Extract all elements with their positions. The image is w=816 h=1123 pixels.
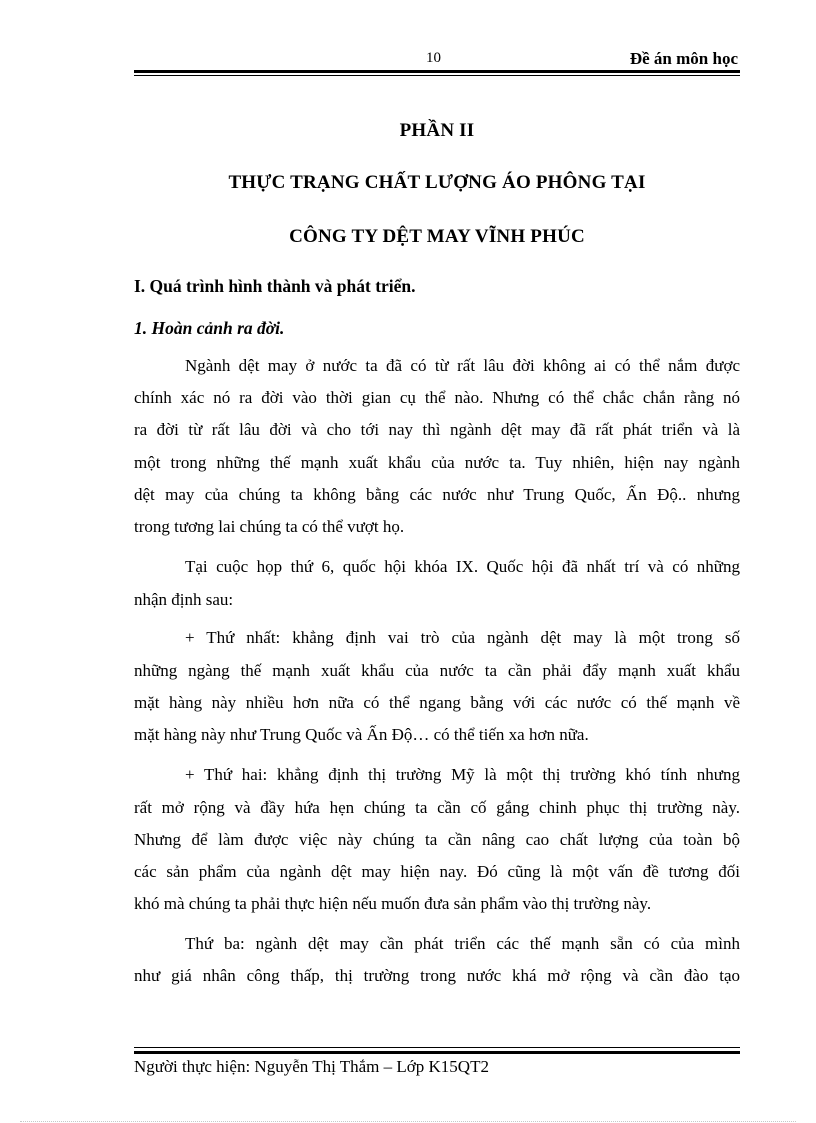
subsection-heading: 1. Hoàn cảnh ra đời. <box>134 318 285 338</box>
paragraph-1-line-3: ra đời từ rất lâu đời và cho tới nay thì ngành dệt may đã rất phát triển và là <box>134 420 740 439</box>
paragraph-1-line-5: dệt may của chúng ta không bằng các nước như Trung Quốc, Ấn Độ.. nhưng <box>134 485 740 504</box>
footer-rule-thin <box>134 1047 740 1048</box>
paragraph-4-line-2: rất mở rộng và đầy hứa hẹn chúng ta cần cố gắng chinh phục thị trường này. <box>134 798 740 817</box>
paragraph-3-line-2: những ngàng thế mạnh xuất khẩu của nước ta cần phải đẩy mạnh xuất khẩu <box>134 661 740 680</box>
paragraph-4-line-1: + Thứ hai: khẳng định thị trường Mỹ là một thị trường khó tính nhưng <box>185 765 740 784</box>
paragraph-1-line-1: Ngành dệt may ở nước ta đã có từ rất lâu đời không ai có thể nắm được <box>185 356 740 375</box>
paragraph-3-line-3: mặt hàng này nhiều hơn nữa có thể ngang bằng với các nước có thế mạnh về <box>134 693 740 712</box>
header-course-title: Đề án môn học <box>629 49 738 68</box>
section-heading: I. Quá trình hình thành và phát triển. <box>134 276 416 296</box>
paragraph-1-line-4: một trong những thế mạnh xuất khẩu của nước ta. Tuy nhiên, hiện nay ngành <box>134 453 740 472</box>
footer-author-line: Người thực hiện: Nguyễn Thị Thắm – Lớp K15QT2 <box>134 1057 489 1076</box>
header-page-number: 10 <box>426 50 441 66</box>
part-title: PHẦN II <box>399 120 475 141</box>
paragraph-4-line-4: các sản phẩm của ngành dệt may hiện nay. Đó cũng là một vấn đề tương đối <box>134 862 740 881</box>
paragraph-5-line-2: như giá nhân công thấp, thị trường trong nước khá mở rộng và cần đào tạo <box>134 966 740 985</box>
header-rule-thin <box>134 75 740 76</box>
paragraph-1-line-2: chính xác nó ra đời vào thời gian cụ thể nào. Nhưng có thể chắc chắn rằng nó <box>134 388 740 407</box>
paragraph-5-line-1: Thứ ba: ngành dệt may cần phát triển các thế mạnh sẵn có của mình <box>185 934 740 953</box>
header-rule-thick <box>134 70 740 73</box>
paragraph-3-line-4: mặt hàng này như Trung Quốc và Ấn Độ… có thể tiến xa hơn nữa. <box>134 725 589 744</box>
paragraph-1-line-6: trong tương lai chúng ta có thể vượt họ. <box>134 517 405 536</box>
paragraph-4-line-3: Nhưng để làm được việc này chúng ta cần nâng cao chất lượng của toàn bộ <box>134 830 740 849</box>
paragraph-2-line-1: Tại cuộc họp thứ 6, quốc hội khóa IX. Quốc hội đã nhất trí và có những <box>185 557 740 576</box>
paragraph-3-line-1: + Thứ nhất: khẳng định vai trò của ngành dệt may là một trong số <box>185 628 740 647</box>
chapter-title-line-2: CÔNG TY DỆT MAY VĨNH PHÚC <box>289 226 585 247</box>
chapter-title-line-1: THỰC TRẠNG CHẤT LƯỢNG ÁO PHÔNG TẠI <box>228 172 646 193</box>
paragraph-2-line-2: nhận định sau: <box>134 590 234 609</box>
page-bottom-edge <box>20 1121 796 1122</box>
footer-rule-thick <box>134 1051 740 1054</box>
paragraph-4-line-5: khó mà chúng ta phải thực hiện nếu muốn đưa sản phẩm vào thị trường này. <box>134 894 652 913</box>
